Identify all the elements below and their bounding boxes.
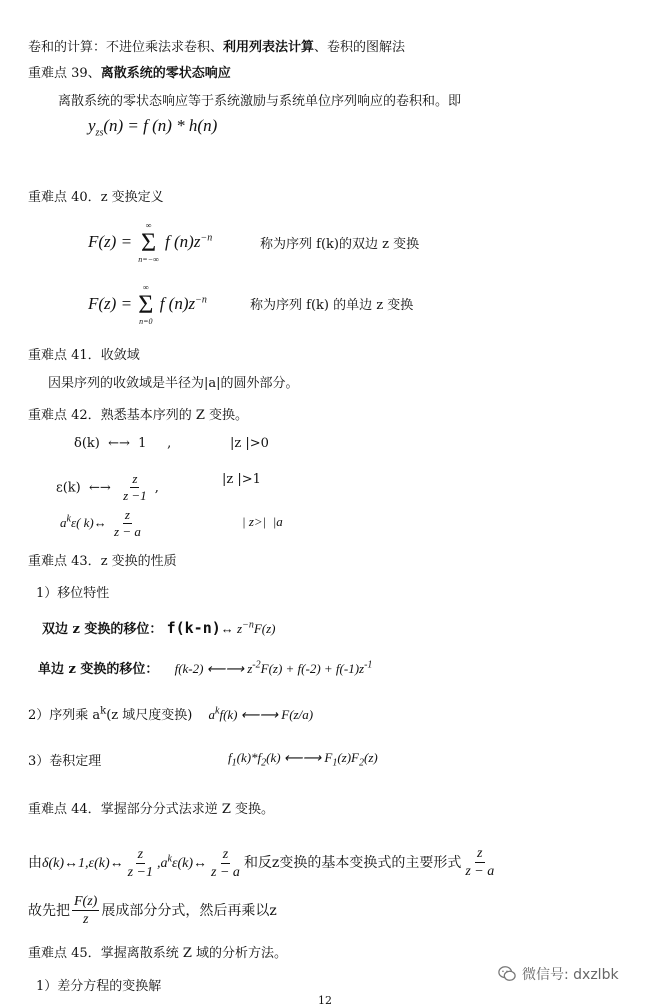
heading-39-title: 离散系统的零状态响应 <box>100 66 231 81</box>
intro-line <box>28 36 405 55</box>
transform-epsilon: ε(k) ←→ $\frac{z}{z -1}$ , <box>56 471 159 504</box>
para-44-line2: 故先把 $\frac{F(z)}{z}$ 展成部分分式，然后再乘以z <box>28 894 277 928</box>
one-sided-shift: 单边 z 变换的移位： f(k-2) ⟵⟶ $z^{-2}F(z) + f(-2) + f(-1)z^{-1}$ <box>38 659 373 677</box>
heading-44-title: 掌握部分分式法求逆 Z 变换。 <box>100 802 274 817</box>
transform-delta: δ(k) ←→ 1 , <box>74 436 172 451</box>
heading-39 <box>28 62 231 81</box>
heading-39-prefix: 重难点 39、 <box>28 66 101 81</box>
heading-43-title: z 变换的性质 <box>100 554 177 569</box>
para-44-b: 和反z变换的基本变换式的主要形式 <box>243 854 462 871</box>
heading-43 <box>28 550 177 569</box>
transform-ak: $a^k\varepsilon$( k)↔ $\frac{z}{z - a}$ <box>60 507 141 540</box>
roc-ak: | z>| |a <box>242 514 283 529</box>
heading-41 <box>28 344 140 363</box>
one-sided-label: 单边 z 变换的移位： <box>38 662 159 677</box>
item-43-2-text: 2）序列乘 a <box>28 708 101 723</box>
item-43-2-text-b: (z 域尺度变换) <box>106 708 193 723</box>
roc-delta: |z |>0 <box>230 436 269 451</box>
heading-45 <box>28 942 287 961</box>
formula-39: $y_{zs}(n) = f$ (n) * h(n) <box>88 116 218 139</box>
desc-40-unilateral: 称为序列 f(k) 的单边 z 变换 <box>250 298 414 313</box>
page-number: 12 <box>318 994 332 1007</box>
heading-42-prefix: 重难点 42． <box>28 408 101 423</box>
heading-40 <box>28 186 164 205</box>
formula-40-bilateral: F(z) = ∞ Σ n=−∞ f $(n)z^{-n}$ <box>88 221 213 264</box>
item-43-1: 1）移位特性 <box>36 586 110 601</box>
heading-42 <box>28 404 248 423</box>
para-44-d: 展成部分分式，然后再乘以z <box>101 902 277 919</box>
heading-42-title: 熟悉基本序列的 Z 变换。 <box>100 408 248 423</box>
roc-epsilon: |z |>1 <box>222 472 261 487</box>
para-44-a: 由 <box>28 854 42 871</box>
intro-text-b: 、卷积的图解法 <box>314 40 406 55</box>
heading-43-prefix: 重难点 43． <box>28 554 101 569</box>
heading-40-prefix: 重难点 40． <box>28 190 101 205</box>
formula-40-unilateral: F(z) = ∞ Σ n=0 f $(n)z^{-n}$ <box>88 283 207 326</box>
para-39: 离散系统的零状态响应等于系统激励与系统单位序列响应的卷积和。即 <box>58 94 462 109</box>
desc-40-bilateral: 称为序列 f(k)的双边 z 变换 <box>260 237 420 252</box>
intro-bold: 利用列表法计算 <box>223 40 315 55</box>
heading-44-prefix: 重难点 44． <box>28 802 101 817</box>
wechat-watermark <box>498 964 619 984</box>
para-44-line1: 由δ(k)↔1,ε(k)↔ $\frac{z}{z -1}$ $,a^k\varepsilon(k)\leftrightarrow$ $\frac{z}{z - a}$ 和反z变换的基本变换式的主要形式 $\frac{z}{z - a}$ <box>28 846 495 881</box>
heading-41-title: 收敛域 <box>100 348 140 363</box>
para-44-c: 故先把 <box>28 902 70 919</box>
two-sided-label: 双边 z 变换的移位： <box>42 622 163 637</box>
item-43-3: 3）卷积定理 <box>28 754 102 769</box>
para-41: 因果序列的收敛域是半径为|a|的圆外部分。 <box>48 376 299 391</box>
heading-41-prefix: 重难点 41． <box>28 348 101 363</box>
convolution-theorem: $f_1(k)*f_2(k)$ ⟵⟶ $F_1(z)F_2(z)$ <box>228 750 378 769</box>
heading-40-title: z 变换定义 <box>100 190 164 205</box>
two-sided-shift: 双边 z 变换的移位： f(k-n)↔ $z^{-n}F(z)$ <box>42 619 276 637</box>
watermark-text: 微信号: dxzlbk <box>522 967 619 983</box>
item-45-1: 1）差分方程的变换解 <box>36 979 162 994</box>
item-43-2: 2）序列乘 $a^k(z$ 域尺度变换) $a^kf(k)$ ⟵⟶ F(z/a) <box>28 705 314 723</box>
heading-45-prefix: 重难点 45． <box>28 946 101 961</box>
heading-44 <box>28 798 274 817</box>
intro-text-a: 卷和的计算：不进位乘法求卷积、 <box>28 40 224 55</box>
wechat-icon <box>498 965 516 983</box>
heading-45-title: 掌握离散系统 Z 域的分析方法。 <box>100 946 287 961</box>
